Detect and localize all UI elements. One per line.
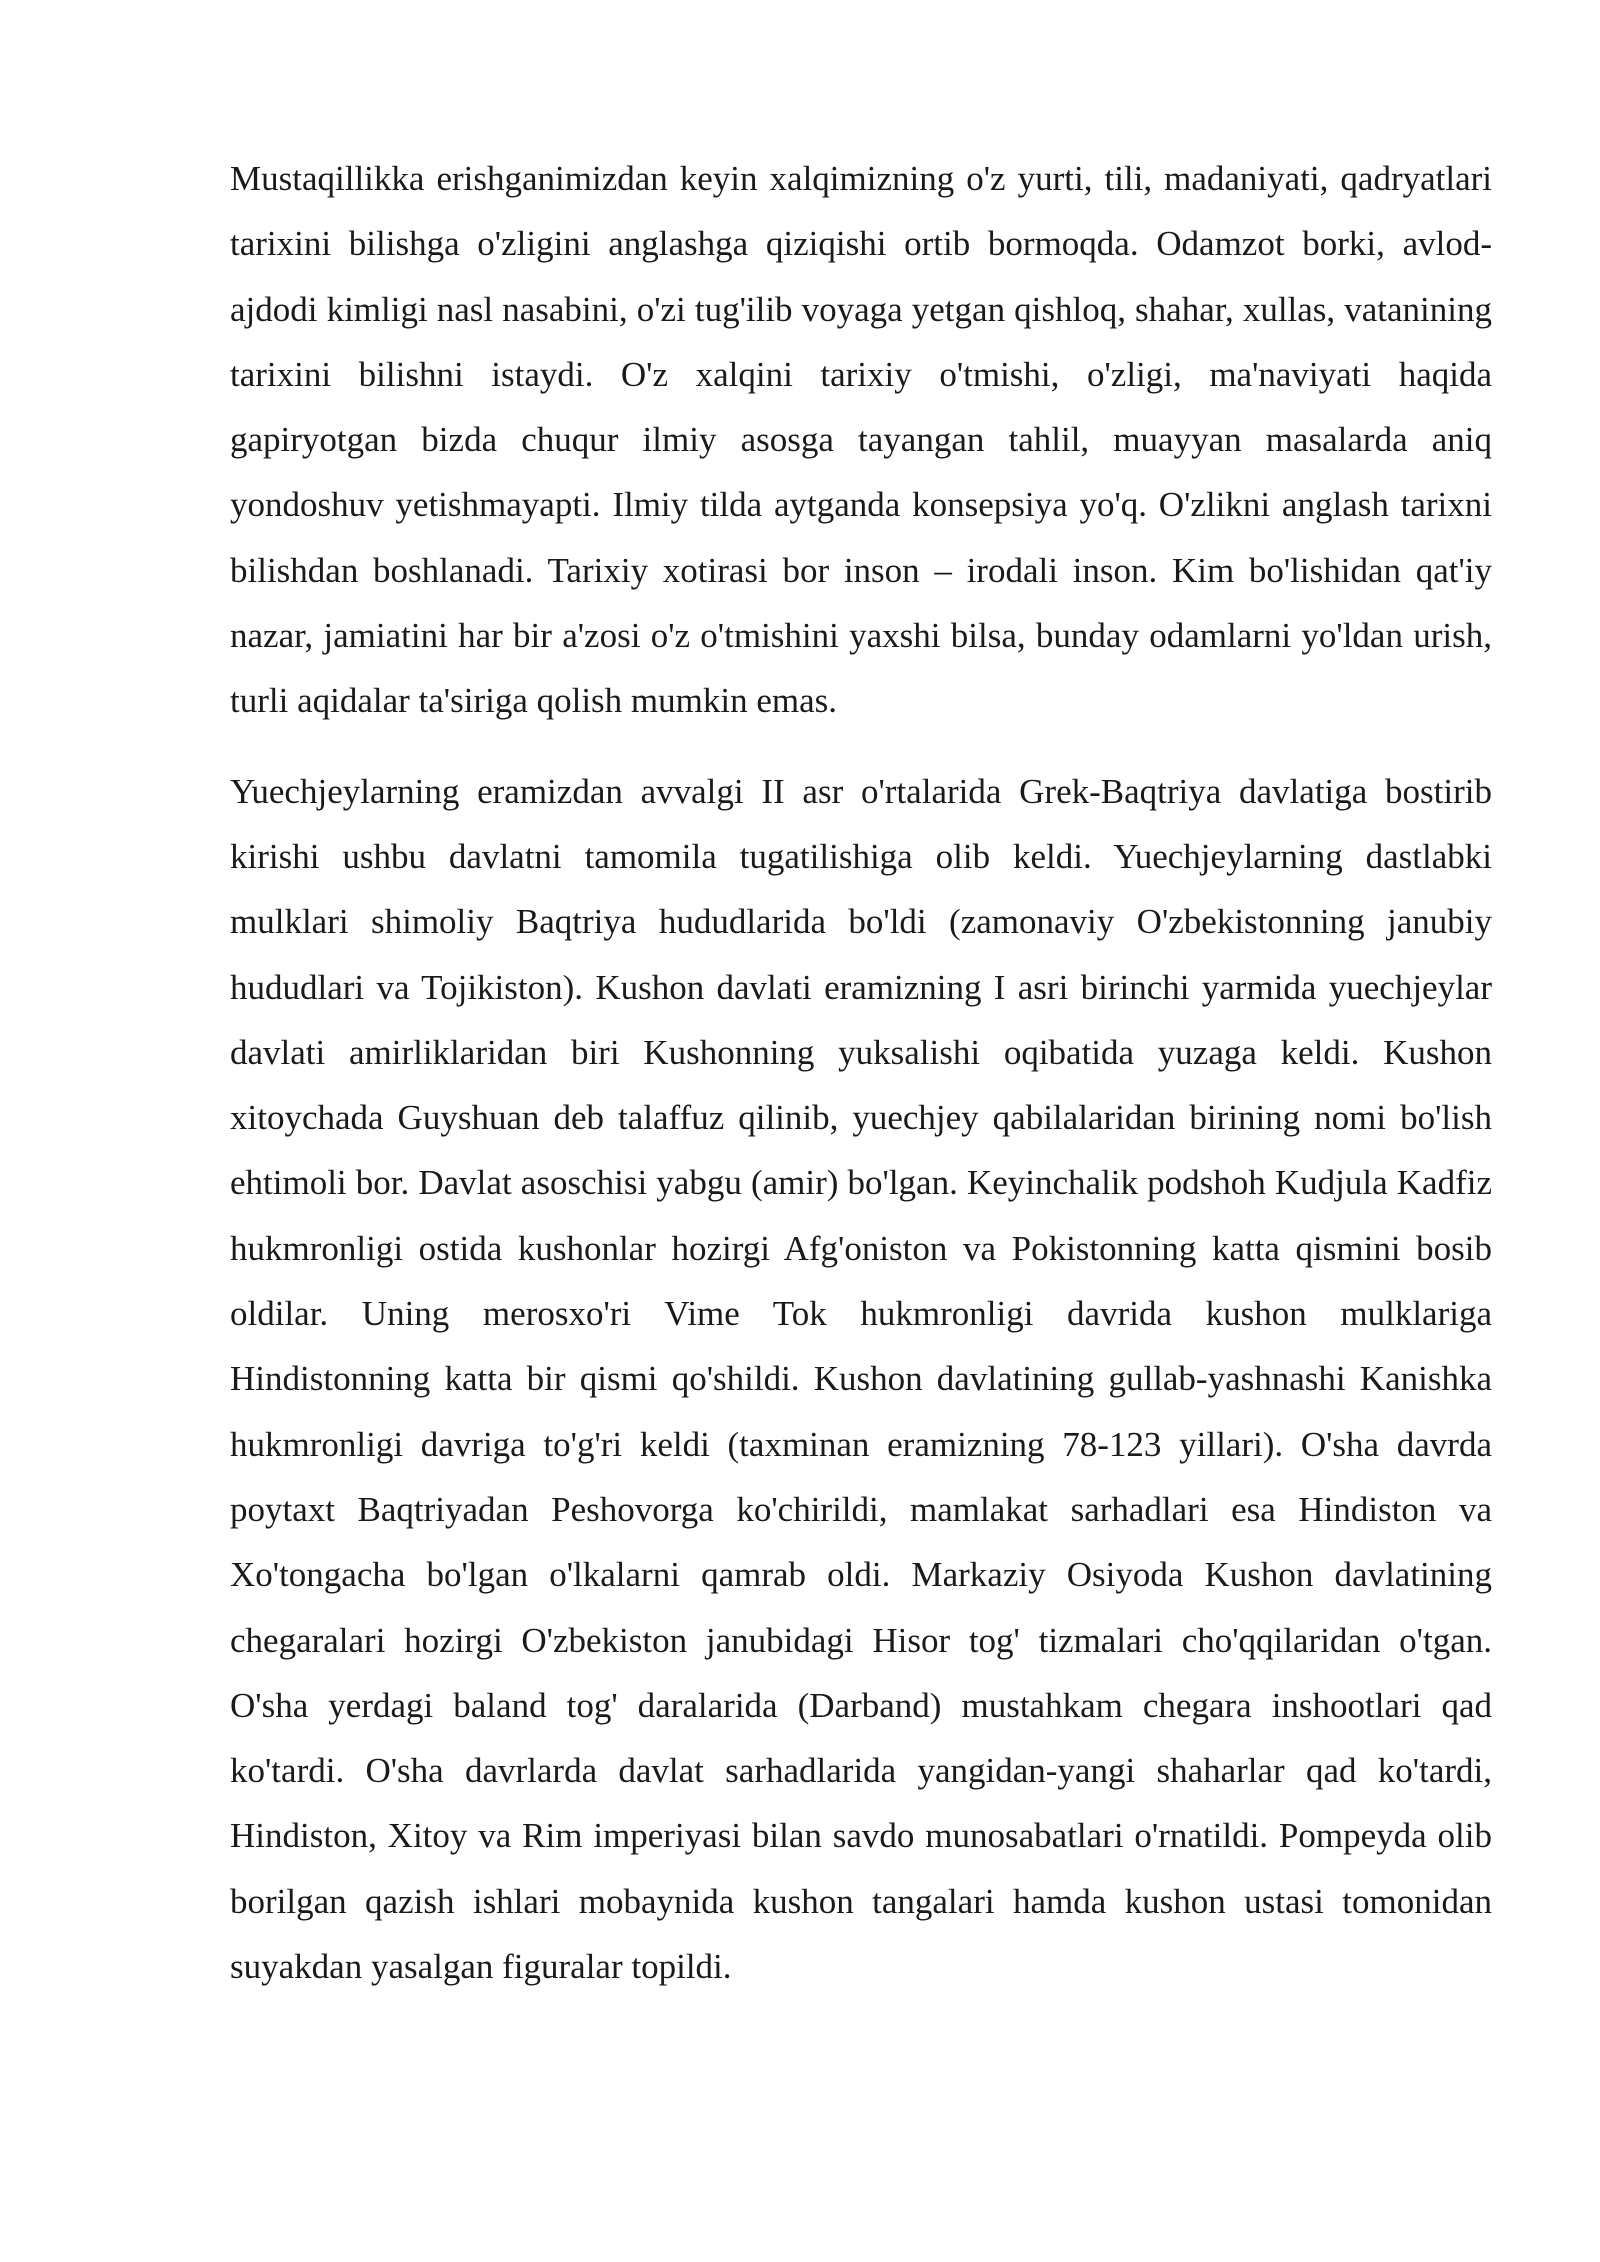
paragraph-kushan-history: Yuechjeylarning eramizdan avvalgi II asr o'rtalarida Grek-Baqtriya davlatiga bostirib kirishi ushbu davlatni tamomila tugatilishiga olib keldi. Yuechjeylarning dastlabki mulklari shimoliy Baqtriya hududlarida bo'ldi (zamonaviy O'zbekistonning janubiy hududlari va Tojikiston). Kushon davlati eramizning I asri birinchi yarmida yuechjeylar davlati amirliklaridan biri Kushonning yuksalishi oqibatida yuzaga keldi. Kushon xitoychada Guyshuan deb talaffuz qilinib, yuechjey qabilalaridan birining nomi bo'lish ehtimoli bor. Davlat asoschisi yabgu (amir) bo'lgan. Keyinchalik podshoh Kudjula Kadfiz hukmronligi ostida kushonlar hozirgi Afg'oniston va Pokistonning katta qismini bosib oldilar. Uning merosxo'ri Vime Tok hukmronligi davrida kushon mulklariga Hindistonning katta bir qismi qo'shildi. Kushon davlatining gullab-yashnashi Kanishka hukmronligi davriga to'g'ri keldi (taxminan eramizning 78-123 yillari). O'sha davrda poytaxt Baqtriyadan Peshovorga ko'chirildi, mamlakat sarhadlari esa Hindiston va Xo'tongacha bo'lgan o'lkalarni qamrab oldi. Markaziy Osiyoda Kushon davlatining chegaralari hozirgi O'zbekiston janubidagi Hisor tog' tizmalari cho'qqilaridan o'tgan. O'sha yerdagi baland tog' daralarida (Darband) mustahkam chegara inshootlari qad ko'tardi. O'sha davrlarda davlat sarhadlarida yangidan-yangi shaharlar qad ko'tardi, Hindiston, Xitoy va Rim imperiyasi bilan savdo munosabatlari o'rnatildi. Pompeyda olib borilgan qazish ishlari mobaynida kushon tangalari hamda kushon ustasi tomonidan suyakdan yasalgan figuralar topildi. — [230, 771, 1492, 1987]
document-body — [230, 146, 1492, 1999]
paragraph-intro: Mustaqillikka erishganimizdan keyin xalqimizning o'z yurti, tili, madaniyati, qadryatlari tarixini bilishga o'zligini anglashga qiziqishi ortib bormoqda. Odamzot borki, avlod-ajdodi kimligi nasl nasabini, o'zi tug'ilib voyaga yetgan qishloq, shahar, xullas, vatanining tarixini bilishni istaydi. O'z xalqini tarixiy o'tmishi, o'zligi, ma'naviyati haqida gapiryotgan bizda chuqur ilmiy asosga tayangan tahlil, muayyan masalarda aniq yondoshuv yetishmayapti. Ilmiy tilda aytganda konsepsiya yo'q. O'zlikni anglash tarixni bilishdan boshlanadi. Tarixiy xotirasi bor inson – irodali inson. Kim bo'lishidan qat'iy nazar, jamiatini har bir a'zosi o'z o'tmishini yaxshi bilsa, bunday odamlarni yo'ldan urish, turli aqidalar ta'siriga qolish mumkin emas. — [230, 159, 1492, 721]
